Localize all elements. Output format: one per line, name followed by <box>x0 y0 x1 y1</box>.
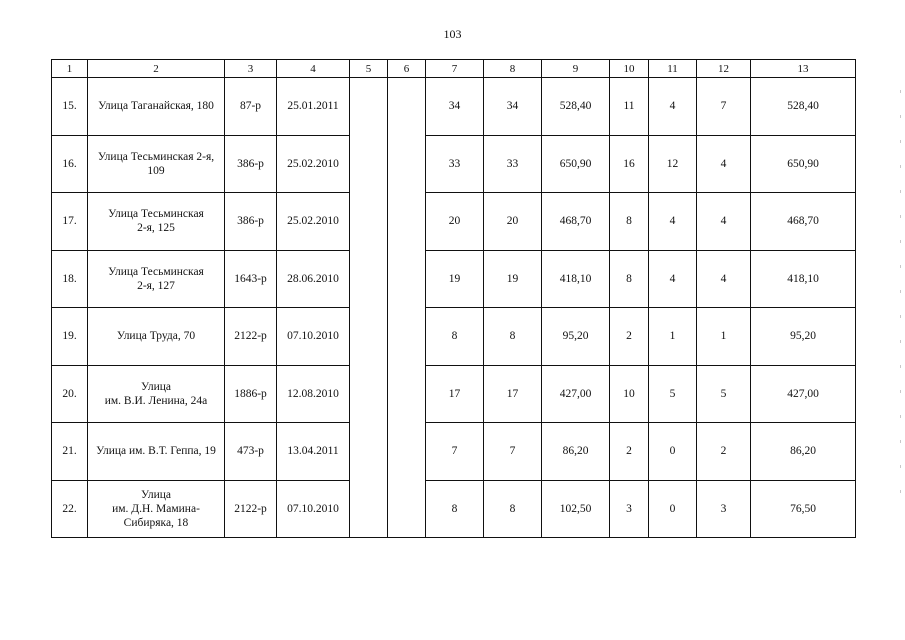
column-12-cell: 2 <box>697 423 751 481</box>
page-number: 103 <box>443 27 462 41</box>
column-10-cell: 2 <box>610 308 649 366</box>
column-10-cell: 16 <box>610 135 649 193</box>
address-cell: Улица Таганайская, 180 <box>88 78 225 136</box>
order-number-cell: 386-р <box>225 193 277 251</box>
address-cell: Улица им. В.И. Ленина, 24а <box>88 365 225 423</box>
column-9-cell: 86,20 <box>542 423 610 481</box>
column-header: 8 <box>484 60 542 78</box>
column-13-cell: 528,40 <box>751 78 856 136</box>
table-row <box>52 480 856 538</box>
column-10-cell: 8 <box>610 193 649 251</box>
column-13-cell: 427,00 <box>751 365 856 423</box>
column-header: 11 <box>649 60 697 78</box>
order-number-cell: 2122-р <box>225 480 277 538</box>
column-10-cell: 2 <box>610 423 649 481</box>
column-8-cell: 17 <box>484 365 542 423</box>
column-12-cell: 3 <box>697 480 751 538</box>
column-7-cell: 34 <box>426 78 484 136</box>
column-8-cell: 7 <box>484 423 542 481</box>
column-8-cell: 20 <box>484 193 542 251</box>
order-date-cell: 13.04.2011 <box>277 423 350 481</box>
column-8-cell: 8 <box>484 480 542 538</box>
column-12-cell: 4 <box>697 135 751 193</box>
column-13-cell: 418,10 <box>751 250 856 308</box>
row-number-cell: 18. <box>52 250 88 308</box>
column-11-cell: 4 <box>649 193 697 251</box>
column-7-cell: 8 <box>426 480 484 538</box>
address-cell: Улица Тесьминская 2-я, 127 <box>88 250 225 308</box>
column-7-cell: 7 <box>426 423 484 481</box>
column-12-cell: 5 <box>697 365 751 423</box>
table-row <box>52 423 856 481</box>
column-13-cell: 468,70 <box>751 193 856 251</box>
column-header: 13 <box>751 60 856 78</box>
row-number-cell: 19. <box>52 308 88 366</box>
order-date-cell: 25.02.2010 <box>277 193 350 251</box>
column-header: 6 <box>388 60 426 78</box>
column-10-cell: 11 <box>610 78 649 136</box>
row-number-cell: 22. <box>52 480 88 538</box>
column-13-cell: 95,20 <box>751 308 856 366</box>
order-date-cell: 07.10.2010 <box>277 308 350 366</box>
table-row <box>52 135 856 193</box>
column-11-cell: 0 <box>649 480 697 538</box>
table-body <box>52 78 856 538</box>
column-8-cell: 8 <box>484 308 542 366</box>
column-9-cell: 95,20 <box>542 308 610 366</box>
table-row <box>52 308 856 366</box>
column-10-cell: 10 <box>610 365 649 423</box>
column-8-cell: 34 <box>484 78 542 136</box>
table-row <box>52 365 856 423</box>
column-header: 7 <box>426 60 484 78</box>
column-11-cell: 5 <box>649 365 697 423</box>
order-number-cell: 87-р <box>225 78 277 136</box>
row-number-cell: 15. <box>52 78 88 136</box>
order-date-cell: 25.01.2011 <box>277 78 350 136</box>
column-7-cell: 33 <box>426 135 484 193</box>
order-number-cell: 1886-р <box>225 365 277 423</box>
row-number-cell: 20. <box>52 365 88 423</box>
table-header <box>52 60 856 78</box>
column-header: 5 <box>350 60 388 78</box>
column-11-cell: 1 <box>649 308 697 366</box>
order-date-cell: 28.06.2010 <box>277 250 350 308</box>
column-11-cell: 0 <box>649 423 697 481</box>
column-9-cell: 418,10 <box>542 250 610 308</box>
row-number-cell: 16. <box>52 135 88 193</box>
column-header: 1 <box>52 60 88 78</box>
header-row <box>52 60 856 78</box>
address-cell: Улица Труда, 70 <box>88 308 225 366</box>
column-6-merged-cell <box>388 78 426 538</box>
column-10-cell: 8 <box>610 250 649 308</box>
row-number-cell: 17. <box>52 193 88 251</box>
column-12-cell: 4 <box>697 193 751 251</box>
column-9-cell: 528,40 <box>542 78 610 136</box>
column-12-cell: 4 <box>697 250 751 308</box>
column-7-cell: 17 <box>426 365 484 423</box>
column-9-cell: 468,70 <box>542 193 610 251</box>
column-10-cell: 3 <box>610 480 649 538</box>
column-7-cell: 20 <box>426 193 484 251</box>
column-7-cell: 8 <box>426 308 484 366</box>
address-cell: Улица им. Д.Н. Мамина- Сибиряка, 18 <box>88 480 225 538</box>
column-header: 10 <box>610 60 649 78</box>
column-12-cell: 7 <box>697 78 751 136</box>
column-13-cell: 76,50 <box>751 480 856 538</box>
column-header: 4 <box>277 60 350 78</box>
column-11-cell: 4 <box>649 250 697 308</box>
order-date-cell: 12.08.2010 <box>277 365 350 423</box>
column-header: 12 <box>697 60 751 78</box>
order-number-cell: 473-р <box>225 423 277 481</box>
column-13-cell: 650,90 <box>751 135 856 193</box>
order-number-cell: 386-р <box>225 135 277 193</box>
column-5-merged-cell <box>350 78 388 538</box>
column-header: 3 <box>225 60 277 78</box>
column-11-cell: 4 <box>649 78 697 136</box>
row-number-cell: 21. <box>52 423 88 481</box>
column-header: 9 <box>542 60 610 78</box>
table-row <box>52 250 856 308</box>
address-cell: Улица Тесьминская 2-я, 109 <box>88 135 225 193</box>
order-date-cell: 25.02.2010 <box>277 135 350 193</box>
column-8-cell: 33 <box>484 135 542 193</box>
column-12-cell: 1 <box>697 308 751 366</box>
address-cell: Улица им. В.Т. Геппа, 19 <box>88 423 225 481</box>
column-8-cell: 19 <box>484 250 542 308</box>
margin-scan-marks <box>897 90 903 540</box>
register-table <box>51 59 856 538</box>
order-date-cell: 07.10.2010 <box>277 480 350 538</box>
order-number-cell: 2122-р <box>225 308 277 366</box>
table-row <box>52 193 856 251</box>
address-cell: Улица Тесьминская 2-я, 125 <box>88 193 225 251</box>
table-row <box>52 78 856 136</box>
column-9-cell: 102,50 <box>542 480 610 538</box>
column-7-cell: 19 <box>426 250 484 308</box>
column-header: 2 <box>88 60 225 78</box>
column-9-cell: 650,90 <box>542 135 610 193</box>
column-9-cell: 427,00 <box>542 365 610 423</box>
column-11-cell: 12 <box>649 135 697 193</box>
order-number-cell: 1643-р <box>225 250 277 308</box>
column-13-cell: 86,20 <box>751 423 856 481</box>
